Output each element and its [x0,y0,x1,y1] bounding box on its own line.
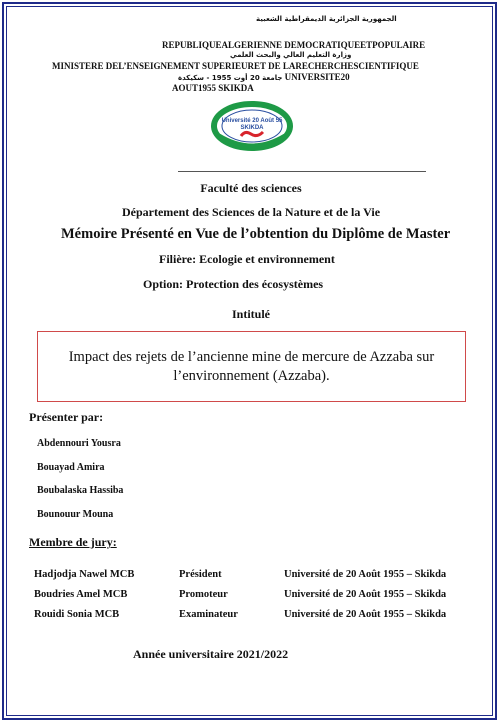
university-french: UNIVERSITE20 [284,72,350,82]
filiere: Filière: Ecologie et environnement [159,252,335,266]
jury-role: Promoteur [179,589,228,600]
student-name: Bounouur Mouna [37,509,114,520]
university-line [178,72,350,82]
jury-name: Rouidi Sonia MCB [34,609,120,620]
arabic-ministry: وزارة التعليم العالي والبحث العلمي [230,51,352,59]
jury-role: Président [179,569,222,580]
jury-name: Boudries Amel MCB [34,589,128,600]
university-arabic: جامعة 20 أوت 1955 - سكيكدة [178,74,283,82]
intitule-label: Intitulé [231,307,270,321]
academic-year: Année universitaire 2021/2022 [133,647,289,661]
ministry-line: MINISTERE DEL’ENSEIGNEMENT SUPERIEURET DE LARECHERCHESCIENTIFIQUE [52,61,419,71]
memoire-title: Mémoire Présenté en Vue de l’obtention du Diplôme de Master [61,226,451,242]
thesis-title-box [37,331,466,402]
student-name: Boubalaska Hassiba [37,485,124,496]
jury-university: Université de 20 Août 1955 – Skikda [284,589,447,600]
jury-label: Membre de jury: [29,535,117,549]
logo-text-1: Université 20 Août 55 [221,118,283,124]
arabic-republic: الجمهورية الجزائرية الديمقراطية الشعبية [256,15,397,23]
jury-name: Hadjodja Nawel MCB [34,569,135,580]
republic-line: REPUBLIQUEALGERIENNE DEMOCRATIQUEETPOPULAIRE [162,40,426,50]
aout-line: AOUT1955 SKIKDA [172,83,254,93]
jury-university: Université de 20 Août 1955 – Skikda [284,609,447,620]
option: Option: Protection des écosystèmes [143,277,324,291]
university-logo [207,96,297,156]
logo-text-2: SKIKDA [240,125,264,131]
header-divider [178,171,426,172]
department: Département des Sciences de la Nature et de la Vie [121,205,381,219]
jury-university: Université de 20 Août 1955 – Skikda [284,569,447,580]
presented-by-label: Présenter par: [29,410,104,424]
faculty: Faculté des sciences [200,181,302,195]
thesis-title: Impact des rejets de l’ancienne mine de mercure de Azzaba sur l’environnement (Azzaba). [68,348,435,384]
jury-role: Examinateur [179,609,238,620]
student-name: Bouayad Amira [37,462,105,473]
student-name: Abdennouri Yousra [37,438,121,449]
